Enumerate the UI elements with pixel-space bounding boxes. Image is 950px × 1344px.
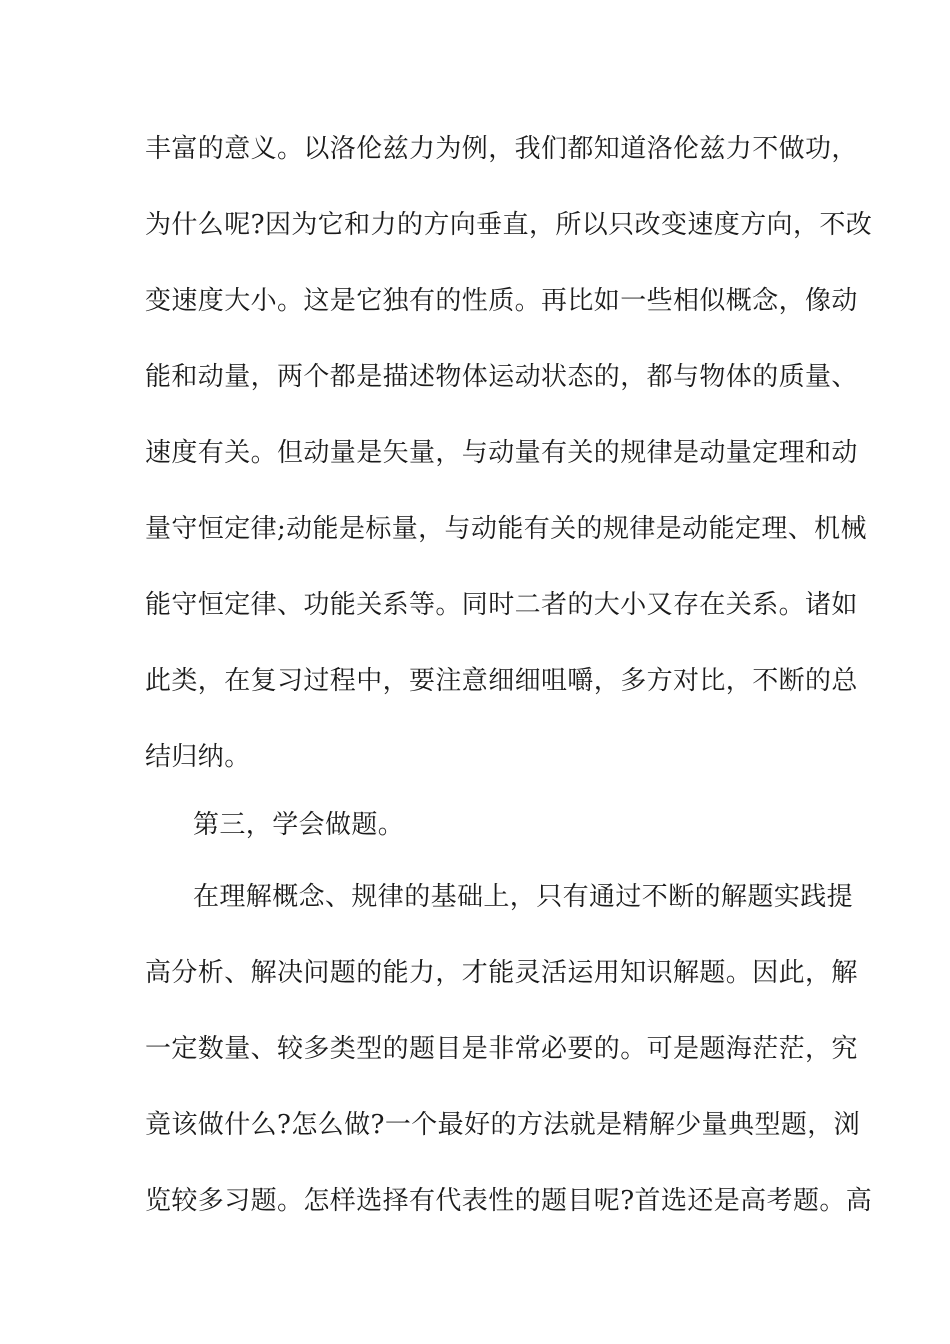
paragraph-1-line: 为什么呢?因为它和力的方向垂直，所以只改变速度方向，不改 (145, 210, 873, 240)
paragraph-2-line: 竟该做什么?怎么做?一个最好的方法就是精解少量典型题，浏 (145, 1110, 861, 1140)
paragraph-1-line: 能守恒定律、功能关系等。同时二者的大小又存在关系。诸如 (145, 590, 858, 620)
paragraph-2-line: 一定数量、较多类型的题目是非常必要的。可是题海茫茫，究 (145, 1034, 858, 1064)
paragraph-2-line: 高分析、解决问题的能力，才能灵活运用知识解题。因此，解 (145, 958, 858, 988)
section-heading: 第三，学会做题。 (193, 810, 405, 840)
paragraph-1-line: 丰富的意义。以洛伦兹力为例，我们都知道洛伦兹力不做功， (145, 134, 858, 164)
paragraph-1-line: 速度有关。但动量是矢量，与动量有关的规律是动量定理和动 (145, 438, 858, 468)
paragraph-2-line: 在理解概念、规律的基础上，只有通过不断的解题实践提 (193, 882, 854, 912)
paragraph-2-line: 览较多习题。怎样选择有代表性的题目呢?首选还是高考题。高 (145, 1186, 873, 1216)
paragraph-1-line: 此类，在复习过程中，要注意细细咀嚼，多方对比，不断的总 (145, 666, 858, 696)
paragraph-1-line: 量守恒定律;动能是标量，与动能有关的规律是动能定理、机械 (145, 514, 867, 544)
paragraph-1-line: 结归纳。 (145, 742, 251, 772)
paragraph-1-line: 变速度大小。这是它独有的性质。再比如一些相似概念，像动 (145, 286, 858, 316)
paragraph-1-line: 能和动量，两个都是描述物体运动状态的，都与物体的质量、 (145, 362, 858, 392)
